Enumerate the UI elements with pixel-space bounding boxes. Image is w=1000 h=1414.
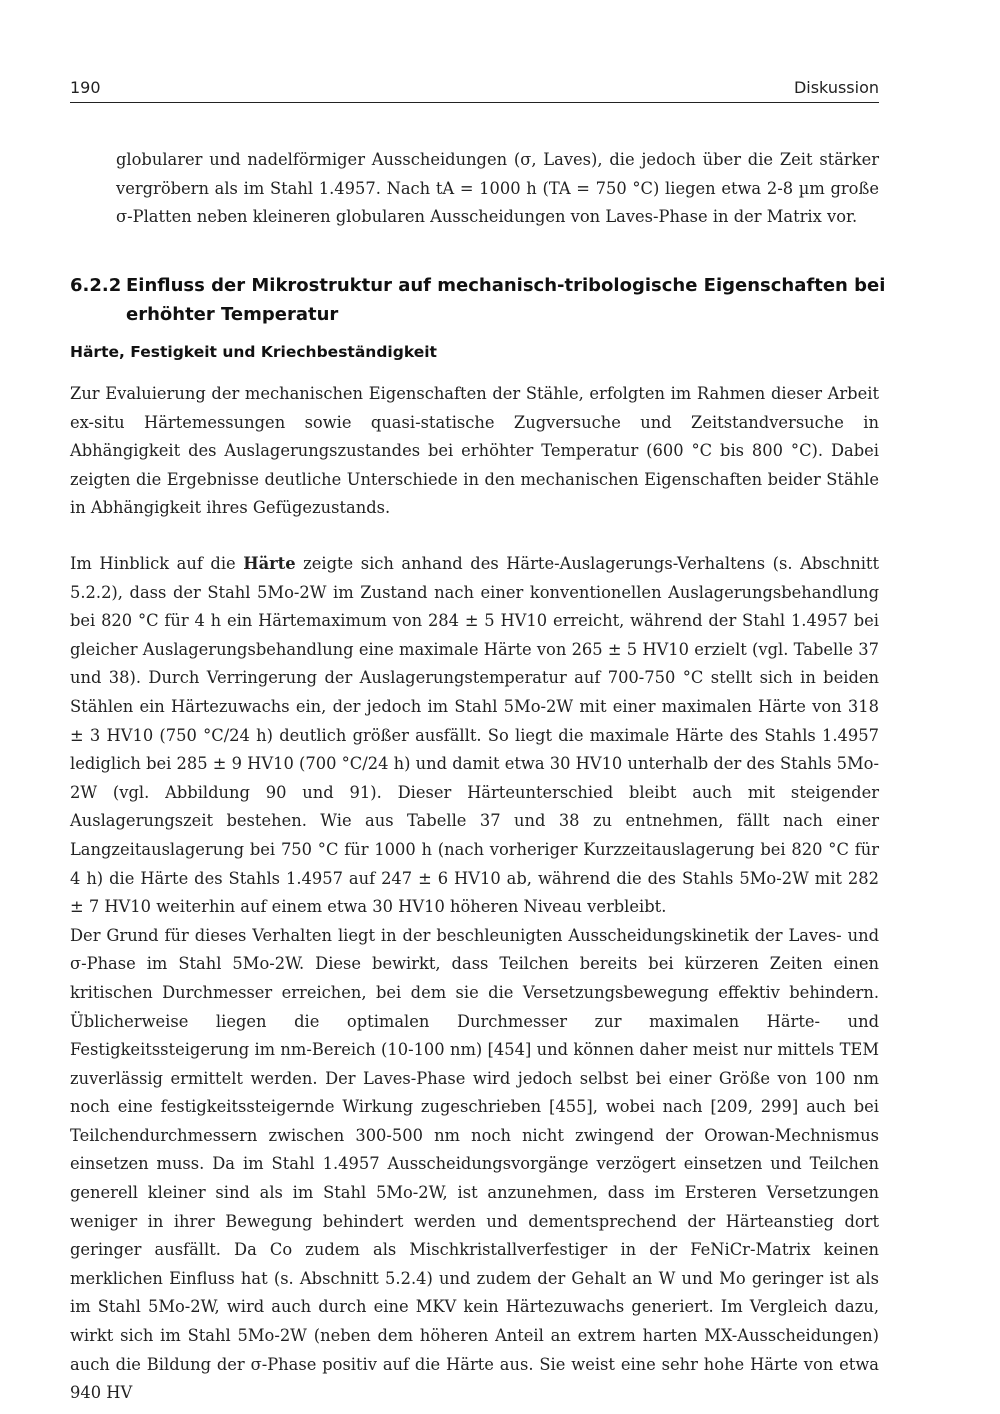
subsection-heading: Härte, Festigkeit und Kriechbeständigkeit xyxy=(70,343,437,361)
continuation-paragraph xyxy=(116,146,879,232)
paragraph-2 xyxy=(70,550,879,922)
paragraph-3: Der Grund für dieses Verhalten liegt in der beschleunigten Ausscheidungskinetik der Laves- und σ-Phase im Stahl 5Mo-2W. Diese bewirkt, dass Teilchen bereits bei kürzeren Zeiten einen kritischen Durchmesser erreichen, bei dem sie die Versetzungsbewegung effektiv behindern. Üblicherweise liegen die optimalen Durchmesser zur maximalen Härte- und Festigkeitssteigerung im nm-Bereich (10-100 nm) [454] und können daher meist nur mittels TEM zuverlässig ermittelt werden. Der Laves-Phase wird jedoch selbst bei einer Größe von 100 nm noch eine festigkeitssteigernde Wirkung zugeschrieben [455], wobei nach [209, 299] auch bei Teilchendurchmessern zwischen 300-500 nm noch nicht zwingend der Orowan-Mechnismus einsetzen muss. Da im Stahl 1.4957 Ausscheidungsvorgänge verzögert einsetzen und Teilchen generell kleiner sind als im Stahl 5Mo-2W, ist anzunehmen, dass im Ersteren Versetzungen weniger in ihrer Bewegung behindert werden und dementsprechend der Härteanstieg dort geringer ausfällt. Da Co zudem als Mischkristallverfestiger in der FeNiCr-Matrix keinen merklichen Einfluss hat (s. Abschnitt 5.2.4) und zudem der Gehalt an W und Mo geringer ist als im Stahl 5Mo-2W, wird auch durch eine MKV kein Härtezuwachs generiert. Im Vergleich dazu, wirkt sich im Stahl 5Mo-2W (neben dem höheren Anteil an extrem harten MX-Ausscheidungen) auch die Bildung der σ-Phase positiv auf die Härte aus. Sie weist eine sehr hohe Härte von etwa 940 HV xyxy=(70,925,879,1403)
chapter-title: Diskussion xyxy=(793,78,879,97)
section-number: 6.2.2 xyxy=(70,275,122,296)
paragraph-1 xyxy=(70,380,879,523)
running-header xyxy=(70,78,879,103)
paragraph-text: globularer und nadelförmiger Ausscheidungen (σ, Laves), die jedoch über die Zeit stärker vergröbern als im Stahl 1.4957. Nach tA = 1000 h (TA = 750 °C) liegen etwa 2-8 µm große σ-Platten neben kleineren globularen Ausscheidungen von Laves-Phase in der Matrix vor. xyxy=(116,150,879,227)
paragraph-2-block xyxy=(70,550,879,1408)
section-title-line1: Einfluss der Mikrostruktur auf mechanisch-tribologische Eigenschaften bei xyxy=(126,275,886,296)
section-title-line2: erhöhter Temperatur xyxy=(126,304,339,325)
bold-term: Härte xyxy=(243,554,296,573)
paragraph-2-post: zeigte sich anhand des Härte-Auslagerungs-Verhaltens (s. Abschnitt 5.2.2), dass der Stahl 5Mo-2W im Zustand nach einer konventionellen Auslagerungsbehandlung bei 820 °C für 4 h ein Härtemaximum von 284 ± 5 HV10 erreicht, während der Stahl 1.4957 bei gleicher Auslagerungsbehandlung eine maximale Härte von 265 ± 5 HV10 erzielt (vgl. Tabelle 37 und 38). Durch Verringerung der Auslagerungstemperatur auf 700-750 °C stellt sich in beiden Stählen ein Härtezuwachs ein, der jedoch im Stahl 5Mo-2W mit einer maximalen Härte von 318 ± 3 HV10 (750 °C/24 h) deutlich größer ausfällt. So liegt die maximale Härte des Stahls 1.4957 lediglich bei 285 ± 9 HV10 (700 °C/24 h) und damit etwa 30 HV10 unterhalb der des Stahls 5Mo-2W (vgl. Abbildung 90 und 91). Dieser Härteunterschied bleibt auch mit steigender Auslagerungszeit bestehen. Wie aus Tabelle 37 und 38 zu entnehmen, fällt nach einer Langzeitauslagerung bei 750 °C für 1000 h (nach vorheriger Kurzzeitauslagerung bei 820 °C für 4 h) die Härte des Stahls 1.4957 auf 247 ± 6 HV10 ab, während die des Stahls 5Mo-2W mit 282 ± 7 HV10 weiterhin auf einem etwa 30 HV10 höheren Niveau verbleibt. xyxy=(70,554,879,917)
paragraph-2-pre: Im Hinblick auf die xyxy=(70,554,244,573)
page-number: 190 xyxy=(70,78,101,97)
paragraph-text: Zur Evaluierung der mechanischen Eigenschaften der Stähle, erfolgten im Rahmen dieser Arbeit ex-situ Härtemessungen sowie quasi-statische Zugversuche und Zeitstandversuche in Abhängigkeit des Auslagerungszustandes bei erhöhter Temperatur (600 °C bis 800 °C). Dabei zeigten die Ergebnisse deutliche Unterschiede in den mechanischen Eigenschaften beider Stähle in Abhängigkeit ihres Gefügezustands. xyxy=(70,384,879,518)
